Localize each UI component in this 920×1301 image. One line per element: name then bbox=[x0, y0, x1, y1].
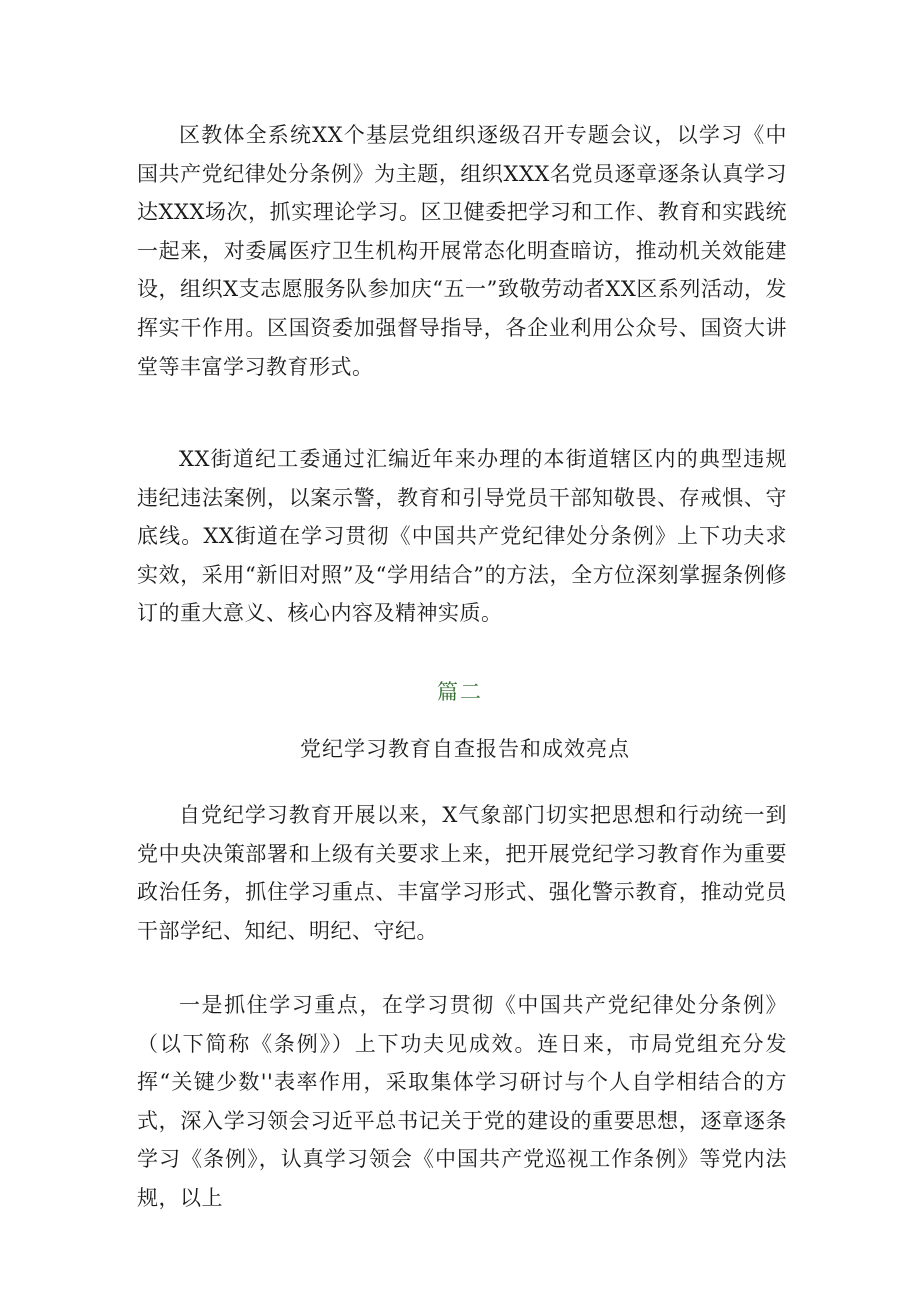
section-label: 篇二 bbox=[437, 680, 483, 704]
document-title: 党纪学习教育自查报告和成效亮点 bbox=[300, 737, 630, 761]
body-paragraph: XX街道纪工委通过汇编近年来办理的本街道辖区内的典型违规违纪违法案例，以案示警，教育和引导党员干部知敬畏、存戒惧、守底线。XX街道在学习贯彻《中国共产党纪律处分条例》上下功夫求实效，采用“新旧对照”及“学用结合”的方法，全方位深刻掌握条例修订的重大意义、核心内容及精神实质。 bbox=[137, 447, 787, 626]
body-paragraph: 自党纪学习教育开展以来，X气象部门切实把思想和行动统一到党中央决策部署和上级有关要求上来，把开展党纪学习教育作为重要政治任务，抓住学习重点、丰富学习形式、强化警示教育，推动党员干部学纪、知纪、明纪、守纪。 bbox=[137, 803, 787, 943]
body-paragraph: 一是抓住学习重点，在学习贯彻《中国共产党纪律处分条例》（以下简称《条例》）上下功夫见成效。连日来，市局党组充分发挥“关键少数''表率作用，采取集体学习研讨与个人自学相结合的方式，深入学习领会习近平总书记关于党的建设的重要思想，逐章逐条学习《条例》，认真学习领会《中国共产党巡视工作条例》等党内法规，以上 bbox=[137, 993, 787, 1210]
body-paragraph: 区教体全系统XX个基层党组织逐级召开专题会议，以学习《中国共产党纪律处分条例》为主题，组织XXX名党员逐章逐条认真学习达XXX场次，抓实理论学习。区卫健委把学习和工作、教育和实践统一起来，对委属医疗卫生机构开展常态化明查暗访，推动机关效能建设，组织X支志愿服务队参加庆“五一”致敬劳动者XX区系列活动，发挥实干作用。区国资委加强督导指导，各企业利用公众号、国资大讲堂等丰富学习教育形式。 bbox=[137, 123, 787, 379]
